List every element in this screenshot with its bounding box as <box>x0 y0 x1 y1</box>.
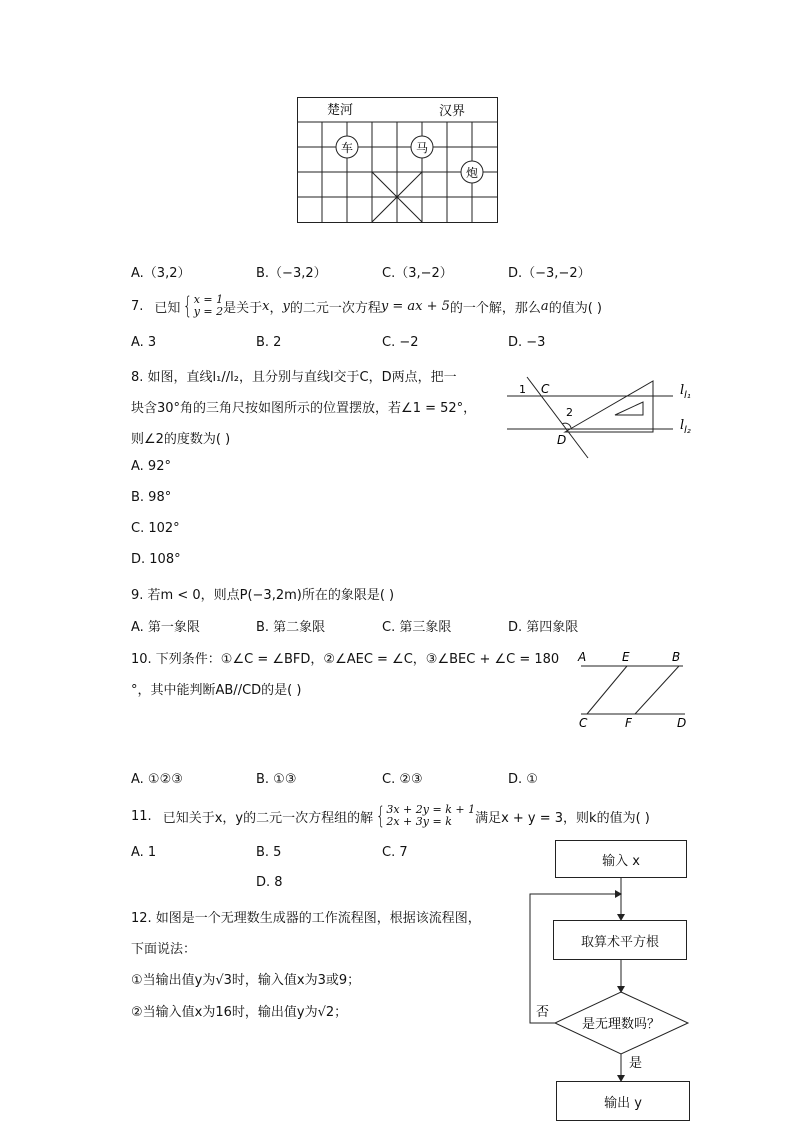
q7-mid2: 的二元一次方程 <box>289 300 381 316</box>
q7-option-b[interactable]: B. 2 <box>256 335 282 350</box>
q9-option-c[interactable]: C. 第三象限 <box>382 620 452 635</box>
q7-stem <box>131 292 602 320</box>
river-right-label: 汉界 <box>439 104 466 119</box>
label-E: E <box>622 650 630 664</box>
q10-option-a[interactable]: A. ①②③ <box>131 772 183 787</box>
piece-horse <box>411 136 433 158</box>
q9-option-d[interactable]: D. 第四象限 <box>508 620 579 635</box>
piece-car <box>336 136 358 158</box>
q7-option-d[interactable]: D. −3 <box>508 335 546 350</box>
decision-label: 是无理数吗？ <box>581 1017 661 1032</box>
q6-option-b[interactable]: B.（−3,2） <box>256 266 327 281</box>
svg-text:l: l <box>680 383 685 398</box>
q7-option-c[interactable]: C. −2 <box>382 335 419 350</box>
flow-process-box <box>553 920 687 960</box>
chess-board-figure <box>297 97 498 223</box>
q7-var-a: a <box>540 298 549 314</box>
q7-post2: 的值为( ) <box>548 300 602 316</box>
no-label: 否 <box>536 1005 550 1020</box>
svg-text:马: 马 <box>415 141 429 155</box>
river-left-label: 楚河 <box>327 103 354 118</box>
q9-option-b[interactable]: B. 第二象限 <box>256 620 326 635</box>
q10-option-b[interactable]: B. ①③ <box>256 772 297 787</box>
q8-stem-line2: 块含30°角的三角尺按如图所示的位置摆放，若∠1 = 52°， <box>131 401 477 416</box>
q8-option-c[interactable]: C. 102° <box>131 521 180 536</box>
flowchart-connectors <box>520 835 700 1123</box>
q7-sys-line2: y = 2 <box>193 305 224 318</box>
q7-brace: { <box>183 292 193 320</box>
label-F: F <box>625 716 632 730</box>
label-B: B <box>672 650 681 664</box>
svg-text:车: 车 <box>340 141 354 155</box>
q7-system <box>194 294 223 318</box>
q12-stem-line2: 下面说法： <box>131 942 197 957</box>
line-EC <box>587 666 627 714</box>
flow-output-box <box>556 1081 690 1121</box>
q7-option-a[interactable]: A. 3 <box>131 335 157 350</box>
q10-option-c[interactable]: C. ②③ <box>382 772 423 787</box>
piece-cannon <box>461 161 483 183</box>
label-D: D <box>677 716 687 730</box>
line-BF <box>635 666 679 714</box>
flow-input-label: 输入 x <box>602 853 640 869</box>
q11-stem <box>131 801 650 831</box>
svg-text:l: l <box>680 418 685 433</box>
q7-sys-line1: x = 1 <box>193 293 224 306</box>
flow-process-label: 取算术平方根 <box>580 934 659 950</box>
q7-var-y: y <box>282 298 290 314</box>
label-A: A <box>578 650 587 664</box>
q12-statement-1: ①当输出值y为√3时，输入值x为3或9； <box>131 973 361 988</box>
q11-option-b[interactable]: B. 5 <box>256 845 282 860</box>
q11-post: 满足x + y = 3，则k的值为( ) <box>475 810 650 826</box>
q6-option-d[interactable]: D.（−3,−2） <box>508 266 591 281</box>
label-l1: l₁ <box>684 390 691 401</box>
q7-post: 的一个解，那么 <box>449 300 541 316</box>
label-C: C <box>541 382 550 396</box>
q10-stem-line2: °，其中能判断AB//CD的是( ) <box>131 683 302 698</box>
q8-option-a[interactable]: A. 92° <box>131 459 171 474</box>
label-D: D <box>557 433 567 447</box>
yes-label: 是 <box>629 1056 643 1071</box>
q11-pre: 已知关于x，y的二元一次方程组的解 <box>162 810 374 826</box>
q6-option-c[interactable]: C.（3,−2） <box>382 266 453 281</box>
q9-option-a[interactable]: A. 第一象限 <box>131 620 200 635</box>
svg-text:炮: 炮 <box>465 166 479 180</box>
q11-sys-line1: 3x + 2y = k + 1 <box>386 803 476 816</box>
q7-mid: 是关于 <box>223 300 263 316</box>
q10-stem-line1: 10. 下列条件：①∠C = ∠BFD，②∠AEC = ∠C，③∠BEC + ∠C = 180 <box>131 652 560 667</box>
flow-output-label: 输出 y <box>604 1095 642 1111</box>
q11-system <box>386 804 475 828</box>
q10-option-d[interactable]: D. ① <box>508 772 538 787</box>
q7-equation: y = ax + 5 <box>380 298 450 314</box>
q11-number: 11. <box>131 808 152 824</box>
q11-option-c[interactable]: C. 7 <box>382 845 408 860</box>
q11-option-d[interactable]: D. 8 <box>256 875 283 890</box>
set-square-hole <box>615 402 643 415</box>
flow-input-box <box>555 840 687 878</box>
q7-number: 7. <box>131 298 144 314</box>
q11-brace: { <box>376 802 386 830</box>
q12-statement-2: ②当输入值x为16时，输出值y为√2； <box>131 1005 348 1020</box>
q10-figure <box>575 648 695 730</box>
label-angle1: 1 <box>519 383 526 396</box>
q11-sys-line2: 2x + 3y = k <box>386 815 452 828</box>
label-C: C <box>579 716 588 730</box>
q7-pre: 已知 <box>154 300 181 316</box>
q8-option-b[interactable]: B. 98° <box>131 490 172 505</box>
label-angle2: 2 <box>566 406 573 419</box>
q8-option-d[interactable]: D. 108° <box>131 552 181 567</box>
q11-option-a[interactable]: A. 1 <box>131 845 157 860</box>
q6-option-a[interactable]: A.（3,2） <box>131 266 191 281</box>
q7-comma: ， <box>269 300 283 316</box>
q7-var-x: x <box>262 298 270 314</box>
q8-figure <box>505 372 695 462</box>
q9-stem: 9. 若m < 0，则点P(−3,2m)所在的象限是( ) <box>131 588 395 603</box>
set-square <box>565 381 653 432</box>
q8-stem-line1: 8. 如图，直线l₁//l₂，且分别与直线l交于C，D两点，把一 <box>131 370 457 385</box>
q8-stem-line3: 则∠2的度数为( ) <box>131 432 231 447</box>
q12-stem-line1: 12. 如图是一个无理数生成器的工作流程图，根据该流程图， <box>131 911 481 926</box>
label-l2: l₂ <box>684 425 691 436</box>
